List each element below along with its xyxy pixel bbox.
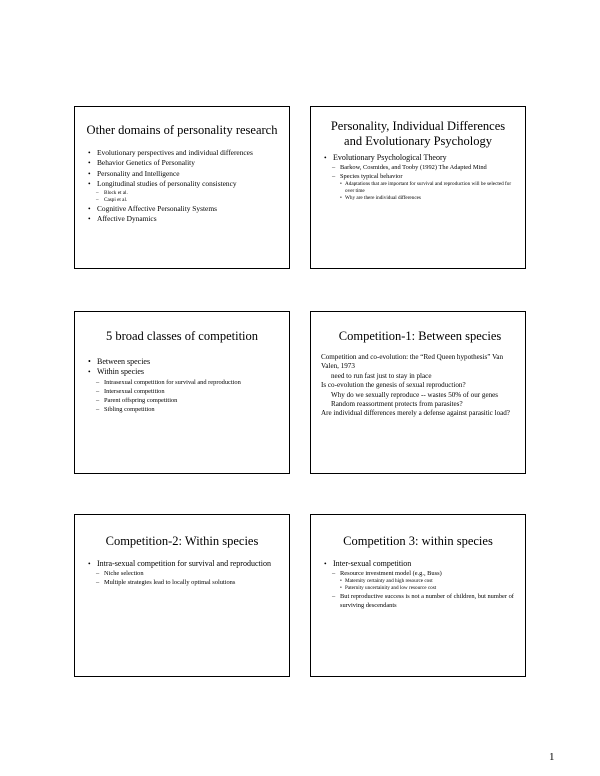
slide-text: Competition and co-evolution: the “Red Queen hypothesis” Van Valen, 1973 xyxy=(321,353,504,371)
sub-sub-bullet-item: • Why are there individual differences xyxy=(321,195,515,202)
sub-bullet-text: Species typical behavior xyxy=(340,173,403,181)
bullet-item: • Affective Dynamics xyxy=(85,214,279,224)
sub-bullet-item: – Intrasexual competition for survival and reproduction xyxy=(85,378,279,387)
bullet-item xyxy=(321,559,515,610)
sub-bullet-item: – Block et al. xyxy=(85,190,279,197)
bullet-item: • Cognitive Affective Personality Systems xyxy=(85,204,279,214)
bullet-item: • Behavior Genetics of Personality xyxy=(85,158,279,168)
slide-4 xyxy=(310,311,526,474)
sub-bullet-item xyxy=(321,172,515,202)
bullet-item xyxy=(85,367,279,413)
bullet-text: Within species xyxy=(97,367,144,377)
slide-text: Is co-evolution the genesis of sexual reproduction? xyxy=(321,381,466,390)
slide-title: 5 broad classes of competition xyxy=(105,329,259,343)
sub-bullet-text: Resource investment model (e.g., Buss) xyxy=(340,570,442,578)
slide-1 xyxy=(74,106,290,269)
sub-sub-bullet-item: • Maternity certainty and high resource cost xyxy=(321,578,515,585)
slide-5 xyxy=(74,514,290,677)
sub-bullet-item: – Barkow, Cosmides, and Tooby (1992) The Adapted Mind xyxy=(321,163,515,172)
bullet-item: • Personality and Intelligence xyxy=(85,169,279,179)
sub-bullet-item: – Caspi et al. xyxy=(85,197,279,204)
slide-6 xyxy=(310,514,526,677)
bullet-text: Longitudinal studies of personality consistency xyxy=(97,179,237,189)
bullet-item: • Between species xyxy=(85,357,279,367)
bullet-item xyxy=(321,153,515,202)
sub-bullet-item: – Intersexual competition xyxy=(85,387,279,396)
slide-title: Other domains of personality research xyxy=(86,123,278,137)
bullet-text: Intra-sexual competition for survival and reproduction xyxy=(97,559,271,568)
bullet-text: Inter-sexual competition xyxy=(333,559,412,568)
slide-title: Competition-1: Between species xyxy=(338,329,502,343)
sub-sub-bullet-item: • Paternity uncertainity and low resource cost xyxy=(321,585,515,592)
page-number: 1 xyxy=(549,751,555,763)
sub-bullet-item xyxy=(321,569,515,592)
slide-title: Competition 3: within species xyxy=(343,534,493,548)
slide-3 xyxy=(74,311,290,474)
sub-bullet-item: – But reproductive success is not a number of children, but number of surviving descendants xyxy=(321,592,515,610)
bullet-text: Evolutionary Psychological Theory xyxy=(333,153,447,162)
bullet-item: • Evolutionary perspectives and individual differences xyxy=(85,148,279,158)
sub-bullet-item: – Sibling competition xyxy=(85,405,279,414)
sub-sub-bullet-item: • Adaptations that are important for survival and reproduction will be selected for over time xyxy=(321,181,515,195)
slide-text: Are individual differences merely a defense against parasitic load? xyxy=(321,409,510,418)
bullet-item xyxy=(85,179,279,203)
slide-title: Competition-2: Within species xyxy=(105,534,259,548)
sub-bullet-item: – Niche selection xyxy=(85,569,279,578)
slide-text: Random reassortment protects from parasites? xyxy=(331,400,463,409)
slide-title: Personality, Individual Differences and Evolutionary Psychology xyxy=(330,119,506,148)
bullet-item xyxy=(85,559,279,587)
slide-text: Why do we sexually reproduce -- wastes 50% of our genes xyxy=(331,390,499,399)
slide-text: need to run fast just to stay in place xyxy=(331,371,432,380)
slide-2 xyxy=(310,106,526,269)
sub-bullet-item: – Multiple strategies lead to locally optimal solutions xyxy=(85,578,279,587)
sub-bullet-item: – Parent offspring competition xyxy=(85,396,279,405)
